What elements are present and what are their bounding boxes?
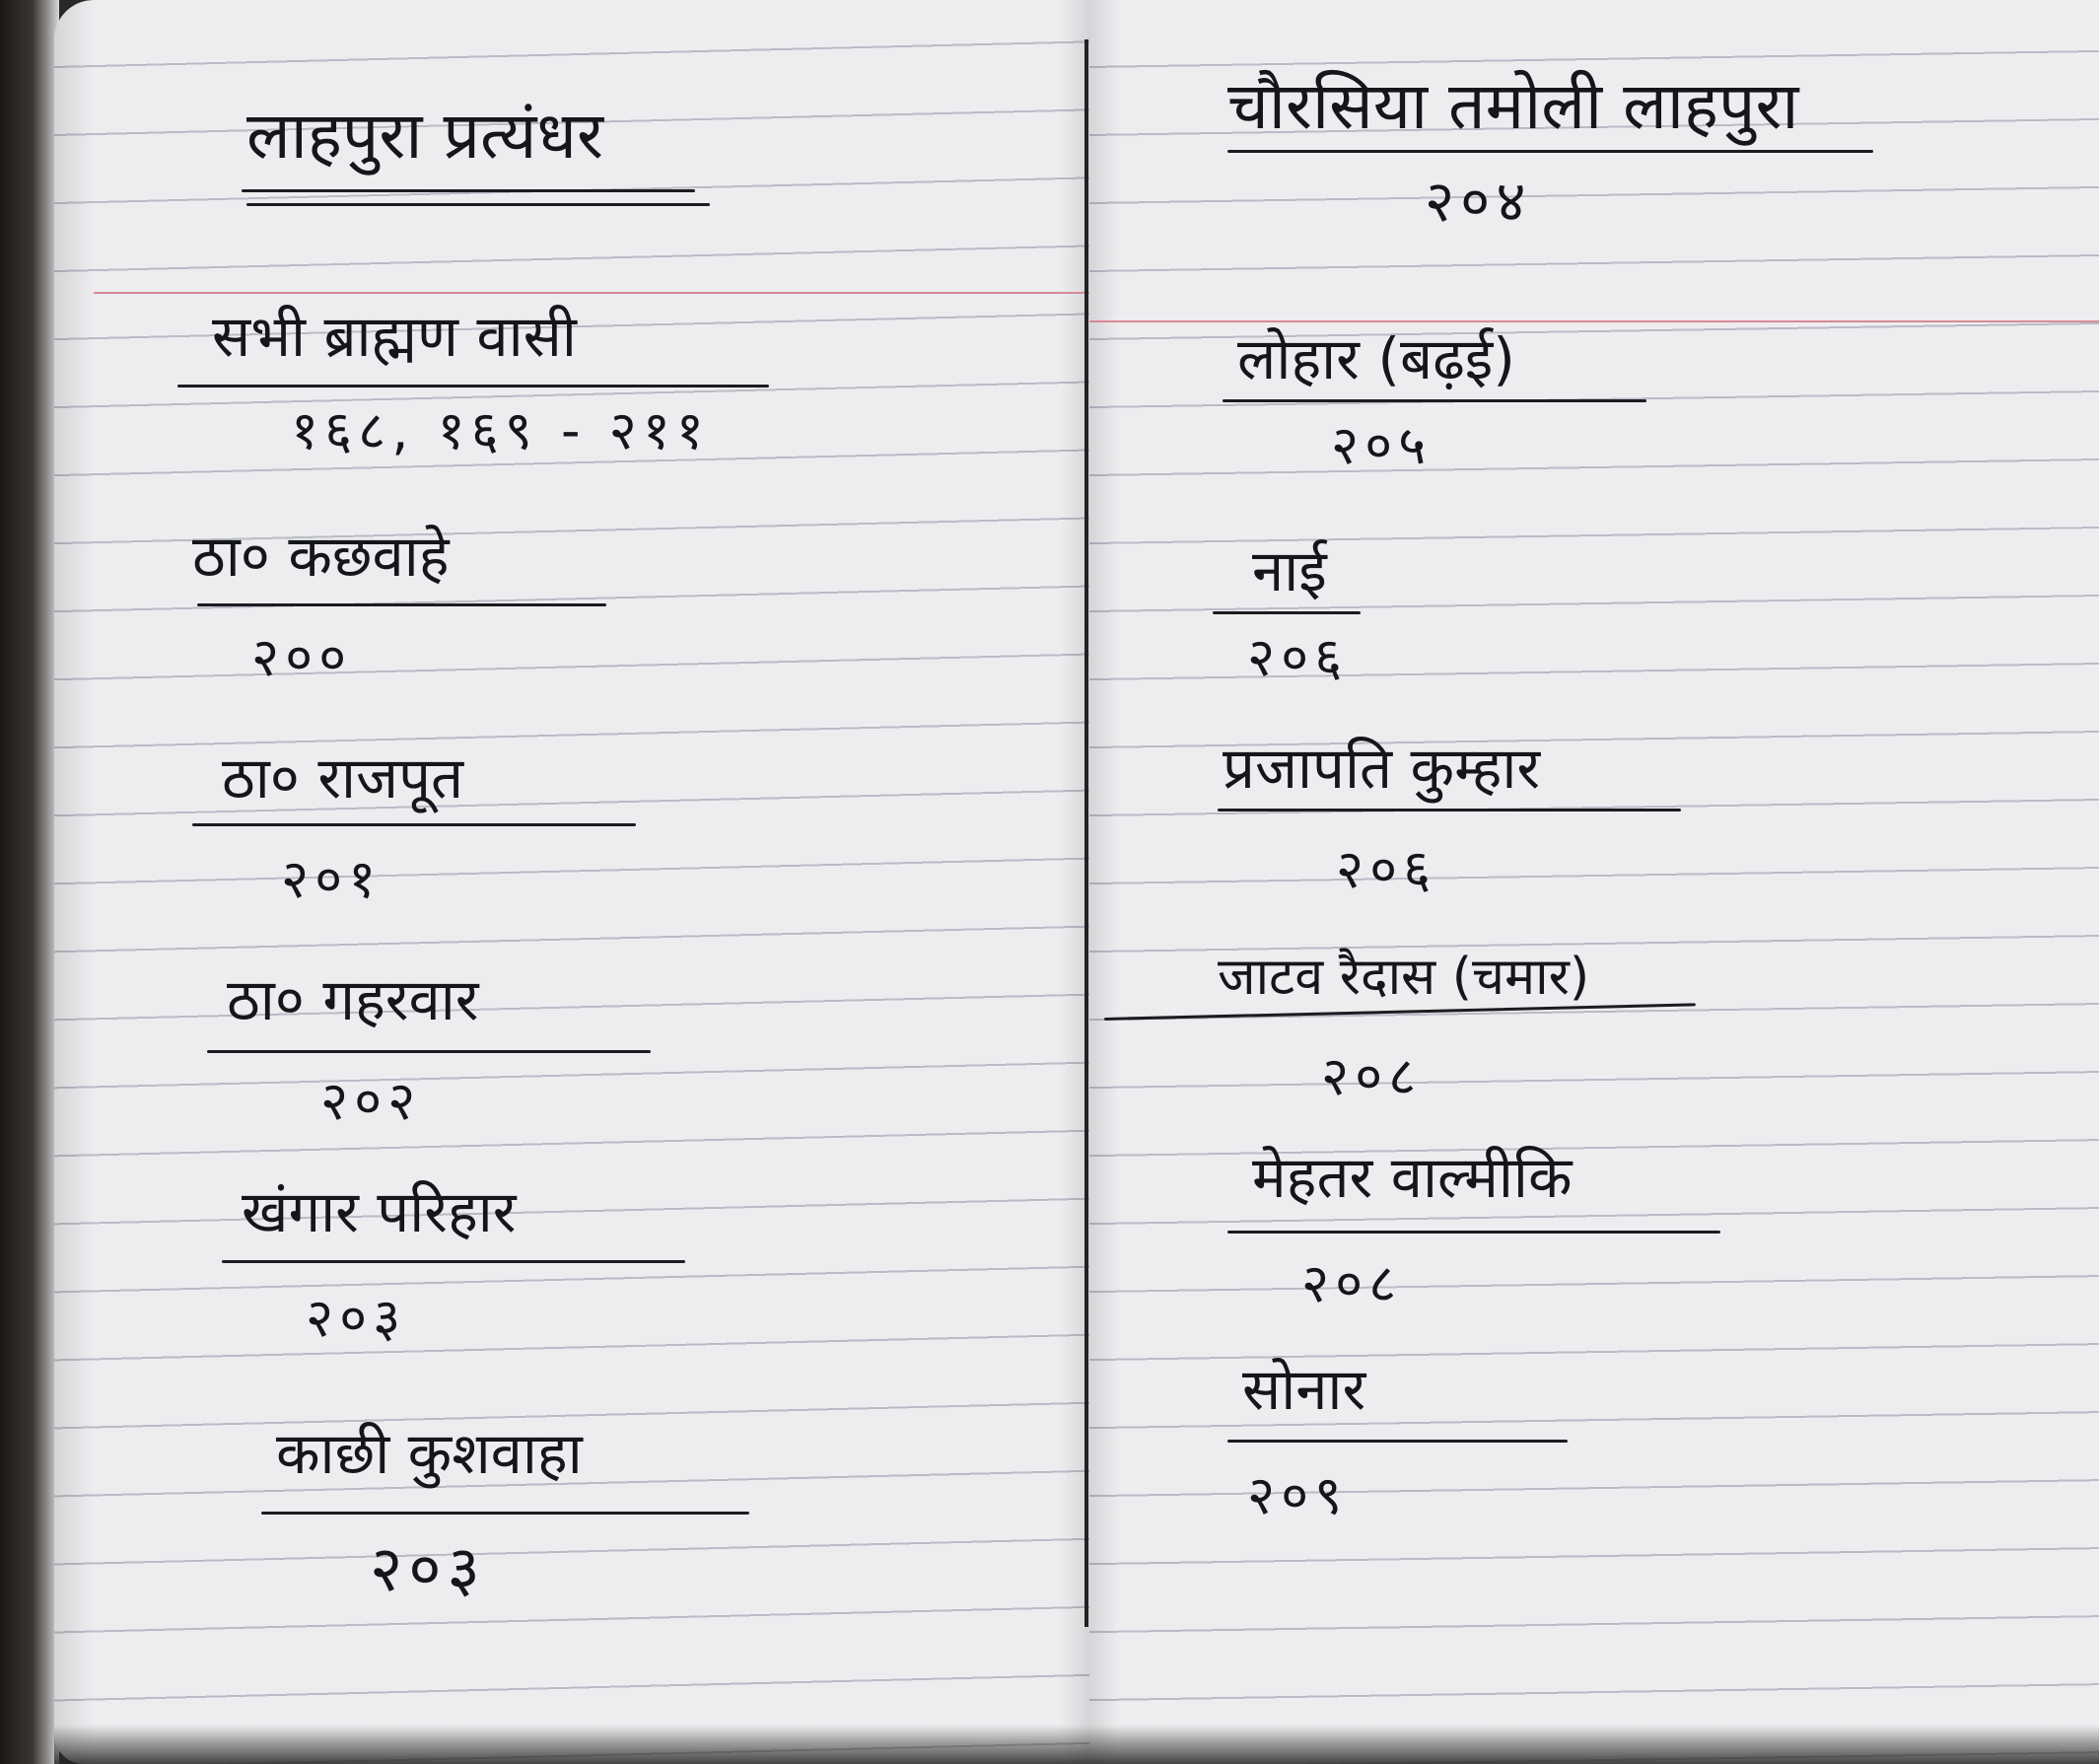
entry-underline xyxy=(1218,809,1681,811)
entry-number: २०१ xyxy=(281,848,383,910)
entry-number: २०८ xyxy=(1321,1045,1423,1107)
right-margin-rule xyxy=(1089,320,2099,322)
entry-number: २०२ xyxy=(320,1070,422,1132)
entry-underline xyxy=(197,603,606,606)
entry-underline xyxy=(207,1050,651,1053)
entry-number: २०६ xyxy=(1336,838,1437,900)
entry-number: २०९ xyxy=(1247,1464,1349,1526)
page-bottom-shadow xyxy=(54,1725,2099,1764)
entry-underline xyxy=(1227,1440,1568,1443)
entry-name: ठा० गहरवार xyxy=(227,966,479,1033)
entry-underline xyxy=(261,1512,749,1515)
left-page-heading: लाहपुरा प्रत्यंधर xyxy=(246,98,604,174)
right-page-heading: चौरसिया तमोली लाहपुरा xyxy=(1227,68,1799,144)
entry-number: २०३ xyxy=(306,1287,407,1349)
entry-number: २०६ xyxy=(1247,626,1349,688)
entry-underline xyxy=(1227,1231,1720,1234)
entry-name: जाटव रैदास (चमार) xyxy=(1218,948,1590,1007)
heading-underline-double xyxy=(246,203,710,206)
left-page xyxy=(54,0,1089,1764)
entry-name: सोनार xyxy=(1242,1356,1366,1423)
entry-number: १६८, १६९ - २११ xyxy=(291,399,710,461)
entry-number: २०३ xyxy=(370,1533,486,1606)
entry-underline xyxy=(177,385,769,388)
right-page xyxy=(1089,0,2099,1764)
entry-number: २०८ xyxy=(1301,1252,1403,1314)
entry-name: लोहार (बढ़ई) xyxy=(1237,325,1515,392)
entry-underline xyxy=(222,1260,685,1263)
page-gutter xyxy=(1084,39,1088,1627)
entry-name: नाई xyxy=(1252,537,1327,604)
entry-number: २०५ xyxy=(1331,414,1433,476)
entry-underline xyxy=(1223,399,1646,402)
entry-name: खंगार परिहार xyxy=(242,1178,517,1245)
notebook-spine-edge xyxy=(0,0,59,1764)
entry-name: प्रजापति कुम्हार xyxy=(1223,735,1541,802)
heading-number: २०४ xyxy=(1425,168,1532,235)
left-margin-rule xyxy=(94,292,1089,294)
entry-name: ठा० राजपूत xyxy=(222,744,464,811)
entry-underline xyxy=(1213,611,1361,614)
entry-name: ठा० कछवाहे xyxy=(192,523,450,590)
heading-underline xyxy=(242,189,695,192)
entry-number: २०० xyxy=(251,626,353,688)
entry-name: काछी कुशवाहा xyxy=(276,1420,583,1487)
entry-name: मेहतर वाल्मीकि xyxy=(1252,1144,1573,1211)
heading-underline xyxy=(1227,150,1873,153)
entry-name: सभी ब्राह्मण वासी xyxy=(212,303,577,370)
entry-underline xyxy=(192,823,636,826)
